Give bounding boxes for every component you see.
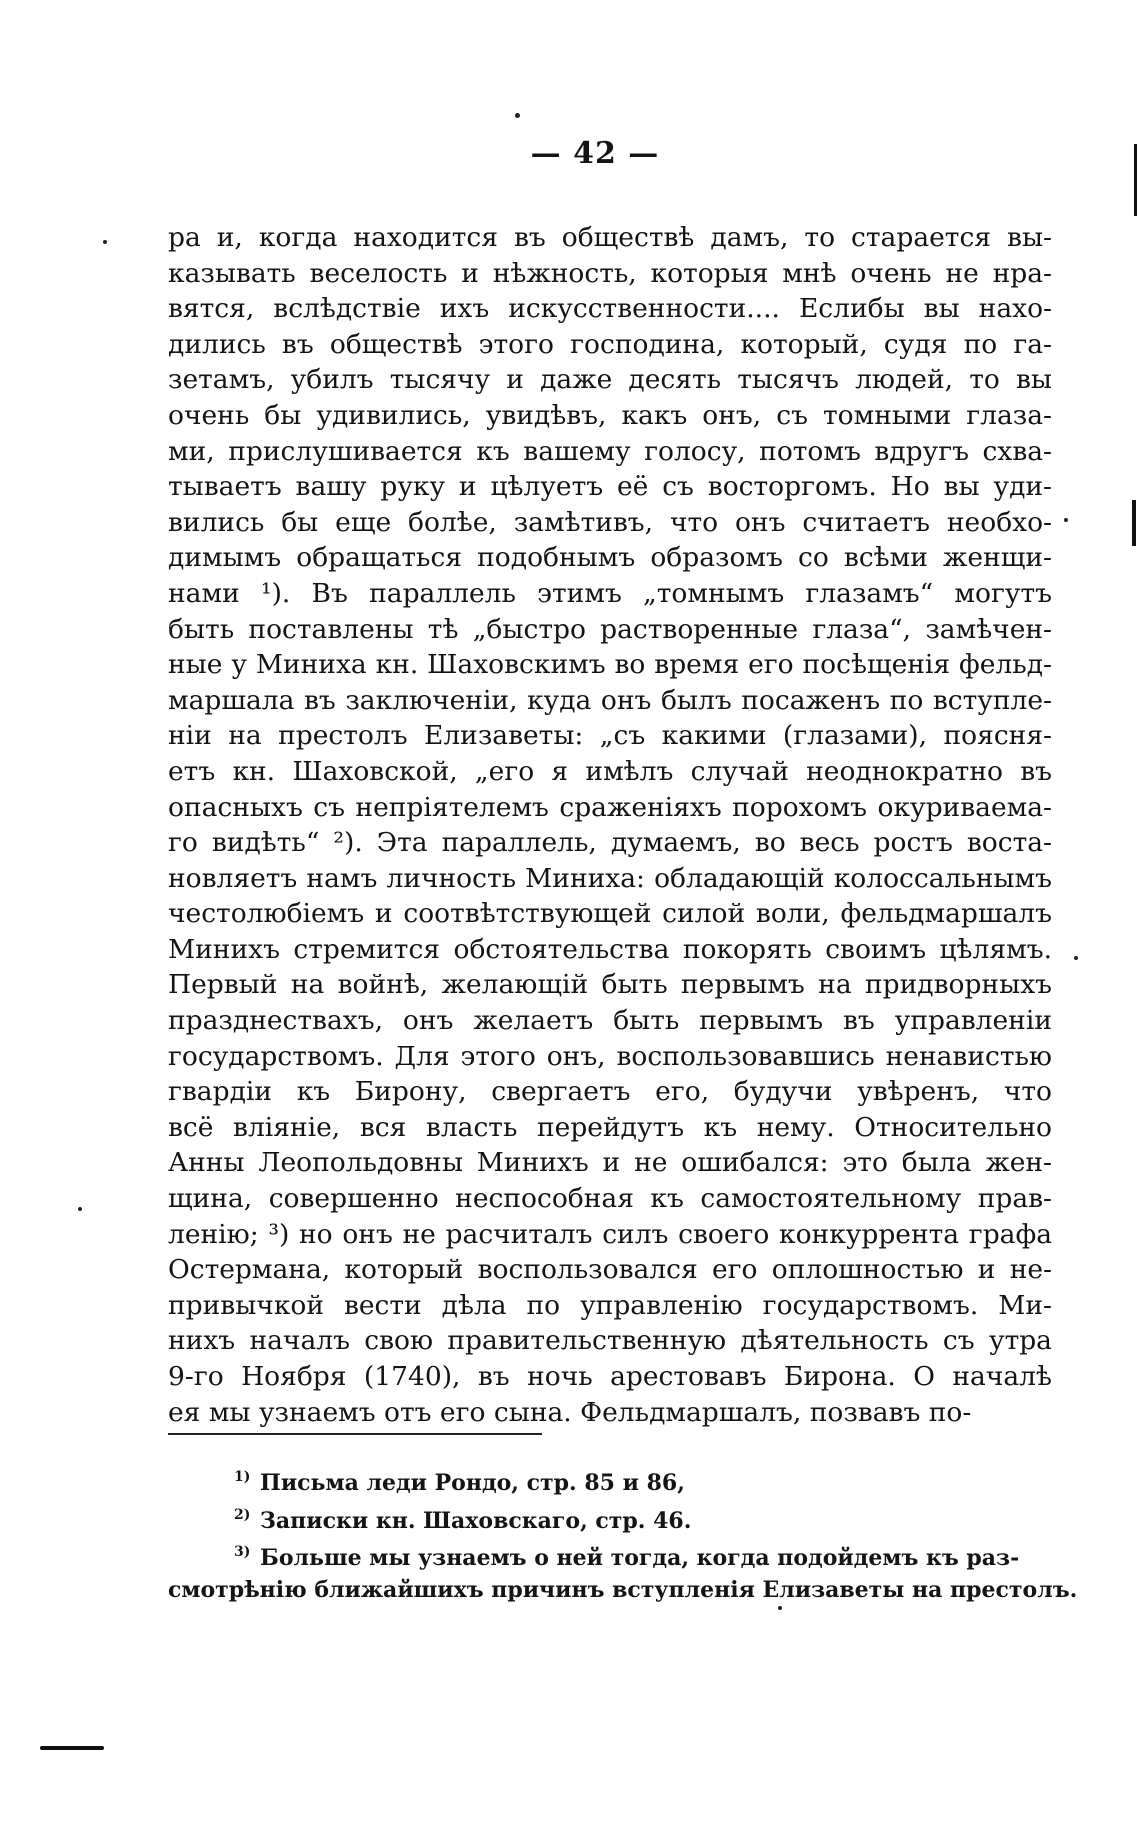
- text-line: новляетъ намъ личность Миниха: обладающій колоссальнымъ: [168, 862, 1052, 894]
- footnote-3: [168, 1537, 1052, 1575]
- text-line: етъ кн. Шаховской, „его я имѣлъ случай неоднократно въ: [168, 755, 1052, 787]
- text-line: празднествахъ, онъ желаетъ быть первымъ въ управленіи: [168, 1005, 1052, 1037]
- text-line: ея мы узнаемъ отъ его сына. Фельдмаршалъ, позвавъ по-: [168, 1396, 972, 1428]
- text-line: Минихъ стремится обстоятельства покорять своимъ цѣлямъ.: [168, 933, 1052, 965]
- footnote-rule: [168, 1433, 542, 1435]
- scan-speck: [778, 1606, 782, 1610]
- scan-speck: [515, 113, 520, 118]
- text-line: гвардіи къ Бирону, свергаетъ его, будучи увѣренъ, что: [168, 1076, 1052, 1108]
- body-text: [168, 220, 1052, 1430]
- text-line: ные у Миниха кн. Шаховскимъ во время его посѣщенія фельд-: [168, 649, 1052, 681]
- text-line: государствомъ. Для этого онъ, воспользовавшись ненавистью: [168, 1040, 1052, 1072]
- text-line: ра и, когда находится въ обществѣ дамъ, то старается вы-: [168, 222, 1052, 253]
- page-number: — 42 —: [530, 136, 660, 171]
- scan-edge-mark: [1132, 500, 1136, 546]
- text-line: тываетъ вашу руку и цѣлуетъ её съ восторгомъ. Но вы уди-: [168, 471, 1052, 503]
- scan-dash-mark: [40, 1746, 104, 1750]
- text-line: Первый на войнѣ, желающій быть первымъ на придворныхъ: [168, 969, 1052, 1001]
- scan-speck: [103, 240, 107, 244]
- footnotes: [168, 1462, 1078, 1606]
- text-line: го видѣть“ ²). Эта параллель, думаемъ, во весь ростъ воста-: [168, 827, 1052, 859]
- scan-speck: [78, 1207, 82, 1211]
- footnote-mark: 2): [234, 1506, 251, 1523]
- text-line: быть поставлены тѣ „быстро растворенные глаза“, замѣчен-: [168, 613, 1052, 645]
- text-line: димымъ обращаться подобнымъ образомъ со всѣми женщи-: [168, 542, 1052, 574]
- text-line: ніи на престолъ Елизаветы: „съ какими (глазами), поясня-: [168, 720, 1052, 752]
- text-line: дились въ обществѣ этого господина, который, судя по га-: [168, 328, 1052, 360]
- scan-speck: [1064, 518, 1068, 522]
- text-line: честолюбіемъ и соотвѣтствующей силой воли, фельдмаршалъ: [168, 898, 1052, 930]
- text-line: всё вліяніе, вся власть перейдутъ къ нему. Относительно: [168, 1111, 1052, 1143]
- text-line: нихъ началъ свою правительственную дѣятельность съ утра: [168, 1325, 1052, 1357]
- footnote-text: Больше мы узнаемъ о ней тогда, когда подойдемъ къ раз-: [260, 1545, 1020, 1571]
- text-line: казывать веселость и нѣжность, которыя мнѣ очень не нра-: [168, 257, 1052, 289]
- text-line: нами ¹). Въ параллель этимъ „томнымъ глазамъ“ могутъ: [168, 577, 1052, 609]
- footnote-text: Записки кн. Шаховскаго, стр. 46.: [260, 1507, 692, 1534]
- text-line: вились бы еще болѣе, замѣтивъ, что онъ считаетъ необхо-: [168, 506, 1052, 538]
- footnote-mark: 3): [234, 1544, 251, 1560]
- scan-speck: [1074, 956, 1078, 960]
- scan-edge-mark: [1134, 144, 1137, 216]
- text-line: маршала въ заключеніи, куда онъ былъ посаженъ по вступле-: [168, 684, 1052, 716]
- footnote-text: Письма леди Рондо, стр. 85 и 86,: [260, 1470, 685, 1496]
- text-line: 9-го Ноября (1740), въ ночь арестовавъ Бирона. О началѣ: [168, 1361, 1052, 1392]
- text-line: зетамъ, убилъ тысячу и даже десять тысячъ людей, то вы: [168, 364, 1052, 396]
- text-line: Остермана, который воспользовался его оплошностью и не-: [168, 1254, 1052, 1286]
- footnote-2: [168, 1500, 1052, 1538]
- text-line: ми, прислушивается къ вашему голосу, потомъ вдругъ схва-: [168, 435, 1052, 467]
- text-line: привычкой вести дѣла по управленію государствомъ. Ми-: [168, 1289, 1052, 1321]
- footnote-1: [168, 1462, 1052, 1500]
- text-line: опасныхъ съ непріятелемъ сраженіяхъ порохомъ окуриваема-: [168, 791, 1052, 823]
- footnote-mark: 1): [234, 1469, 251, 1485]
- text-line: Анны Леопольдовны Минихъ и не ошибался: это была жен-: [168, 1147, 1052, 1179]
- footnote-3-continuation: смотрѣнію ближайшихъ причинъ вступленія Елизаветы на престолъ.: [168, 1576, 1078, 1603]
- text-line: очень бы удивились, увидѣвъ, какъ онъ, съ томными глаза-: [168, 399, 1052, 431]
- text-line: ленію; ³) но онъ не расчиталъ силъ своего конкуррента графа: [168, 1218, 1052, 1250]
- text-line: вятся, вслѣдствіе ихъ искусственности.... Еслибы вы нахо-: [168, 293, 1052, 325]
- text-line: щина, совершенно неспособная къ самостоятельному прав-: [168, 1183, 1052, 1215]
